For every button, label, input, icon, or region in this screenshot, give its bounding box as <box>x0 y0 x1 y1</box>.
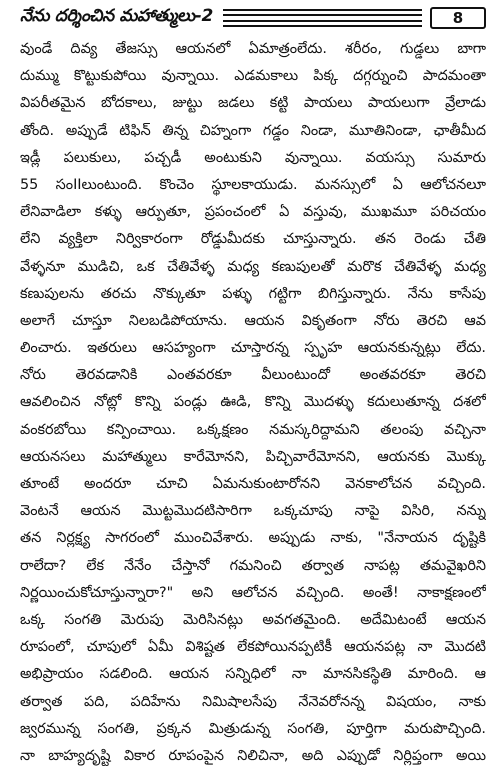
document-page <box>0 4 500 764</box>
header-rule-line <box>223 20 422 22</box>
text-line: వేళ్ళనూ ముడిచి, ఒక చేతివేళ్ళ మధ్య కణుపులతో మరొక చేతివేళ్ళ మధ్య <box>20 258 486 275</box>
text-line: లేని వ్యక్తిలా నిర్వికారంగా రోడ్డుమీదకు చూస్తున్నారు. తన రెండు చేతి <box>20 231 486 248</box>
page-header <box>20 4 486 32</box>
header-rule-line <box>223 25 422 27</box>
text-line: ఆయనసలు మహాత్ములు కారేమోనని, పిచ్చివారేమోనని, ఆయనకు మొక్కు <box>20 448 486 465</box>
text-line: 55 సంIIలుంటుంది. కొంచెం స్థూలకాయుడు. మనస్సులో ఏ ఆలోచనలూ <box>20 176 486 193</box>
text-line: జ్వరమున్న సంగతి, ప్రక్కన మిత్రుడున్న సంగతి, పూర్తిగా మరుపొచ్చింది. <box>20 720 486 737</box>
body-text <box>20 36 486 770</box>
text-line: ఆవలించిన నోట్లో కొన్ని పండ్లు ఊడి, కొన్ని మొదళ్ళు కదులుతూన్న దశలో <box>20 394 486 411</box>
text-line: దుమ్ము కొట్టుకుపోయి వున్నాయి. ఎడమకాలు పిక్క దగ్గర్నుంచి పాదమంతా <box>20 68 486 85</box>
text-line: తోంది. అప్పుడే టిఫిన్ తిన్న చిహ్నంగా గడ్డం నిండా, మూతినిండా, ఛాతీమీద <box>20 122 486 139</box>
text-line: తర్వాత పది, పదిహేను నిమిషాలసేపు నేనెవరోనన్న విషయం, నాకు <box>20 693 486 710</box>
header-rule-line <box>223 9 422 11</box>
text-line: తన నిర్లక్ష్య సాగరంలో ముంచివేశారు. అప్పుడు నాకు, "నేనాయన దృష్టికి <box>20 530 486 547</box>
text-line: నా బాహ్యదృష్టి వికార రూపంపైన నిలిచినా, అది ఎప్పుడో నిర్లిప్తంగా అయి <box>20 747 486 764</box>
text-line: అలాగే చూస్తూ నిలబడిపోయాను. ఆయన వికృతంగా నోరు తెరచి ఆవ <box>20 312 486 329</box>
text-line: ఇడ్లీ పలుకులు, పచ్చడీ అంటుకుని వున్నాయి. వయస్సు సుమారు <box>20 149 486 166</box>
book-title: నేను దర్శించిన మహాత్ములు-2 <box>20 6 214 26</box>
text-line: వంకరబోయి కన్పించాయి. ఒక్కక్షణం నమస్కరిద్దామని తలంపు వచ్చినా <box>20 421 486 438</box>
text-line: విపరీతమైన బోదకాలు, జుట్టు జడలు కట్టి పాయలు పాయలుగా వ్రేలాడు <box>20 95 486 112</box>
text-line: వుండే దివ్య తేజస్సు ఆయనలో ఏమాత్రంలేదు. శరీరం, గుడ్డలు బాగా <box>20 41 486 57</box>
page-number: 8 <box>430 7 486 29</box>
text-line: లించారు. ఇతరులు ఆసహ్యంగా చూస్తారన్న స్పృహ ఆయనకున్నట్లు లేదు. <box>20 340 486 357</box>
text-line: అభిప్రాయం సడలింది. ఆయన సన్నిధిలో నా మానసికస్థితి మారింది. ఆ <box>20 666 486 683</box>
text-line: రాలేదా? లేక నేనేం చేస్తానో గమనించి తర్వాత నాపట్ల తమవైఖరిని <box>20 557 486 574</box>
header-rule-line <box>223 14 422 16</box>
header-rule <box>223 9 422 27</box>
text-line: ఒక్క సంగతి మెరుపు మెరిసినట్లు అవగతమైంది. అదేమిటంటే ఆయన <box>20 611 486 628</box>
text-line: తూంటే అందరూ చూచి ఏమనుకుంటారోనని వెనకాలోచన వచ్చింది. <box>20 476 486 492</box>
text-line: నోరు తెరవడానికి ఎంతవరకూ వీలుంటుందో అంతవరకూ తెరచి <box>20 367 486 384</box>
text-line: లేనివాడిలా కళ్ళు ఆర్పుతూ, ప్రపంచంలో ఏ వస్తువు, ముఖమూ పరిచయం <box>20 204 486 221</box>
text-line: వెంటనే ఆయన మొట్టమొదటిసారిగా ఒక్కచూపు నాపై విసిరి, నన్ను <box>20 503 486 520</box>
text-line: కణుపులను తరచు నొక్కుతూ పళ్ళు గట్టిగా బిగిస్తున్నారు. నేను కాసేపు <box>20 285 486 302</box>
text-line: రూపంలో, చూపులో ఏమీ విశిష్టత లేకపోయినప్పటికీ ఆయనపట్ల నా మొదటి <box>20 639 486 656</box>
text-line: నిర్ణయించుకోచూస్తున్నారా?" అని ఆలోచన వచ్చింది. అంతే! నాకాక్షణంలో <box>20 584 486 601</box>
